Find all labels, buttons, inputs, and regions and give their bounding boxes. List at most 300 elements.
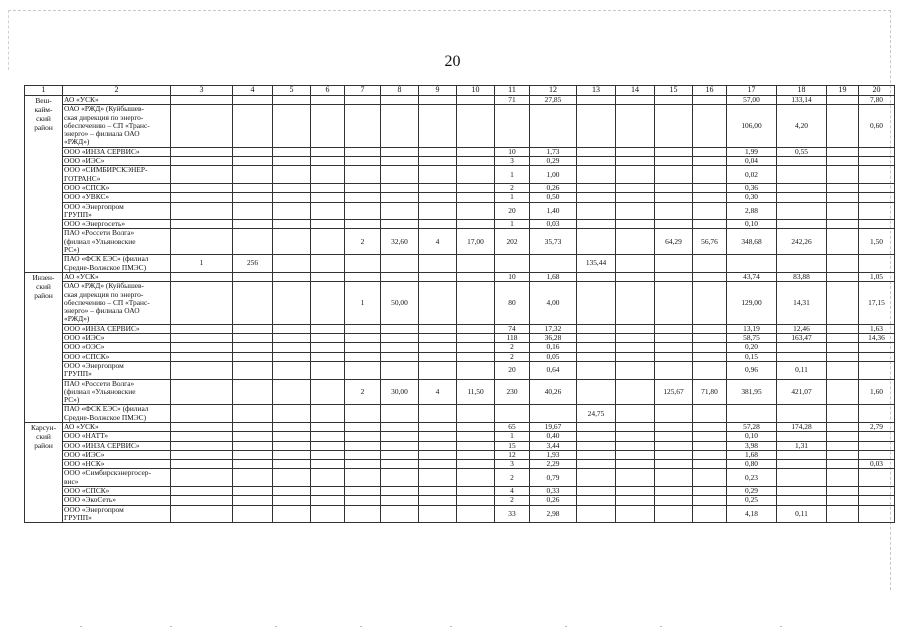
- cell-col-7: [345, 441, 381, 450]
- cell-col-12: 2,98: [530, 505, 577, 523]
- cell-col-15: [655, 496, 693, 505]
- cell-col-12: 19,67: [530, 422, 577, 431]
- cell-col-19: [827, 343, 859, 352]
- cell-col-4: [233, 469, 273, 487]
- table-row: [25, 147, 895, 156]
- cell-col-16: [693, 96, 727, 105]
- organization-name: ООО «ОЭС»: [63, 343, 171, 352]
- cell-col-12: 0,26: [530, 496, 577, 505]
- cell-col-7: [345, 496, 381, 505]
- cell-col-11: 2: [495, 469, 530, 487]
- cell-col-5: [273, 432, 311, 441]
- cell-col-7: [345, 405, 381, 423]
- cell-col-9: [419, 352, 457, 361]
- cell-col-10: [457, 220, 495, 229]
- cell-col-4: [233, 460, 273, 469]
- cell-col-16: [693, 422, 727, 431]
- cell-col-18: [777, 496, 827, 505]
- cell-col-13: [577, 460, 616, 469]
- cell-col-11: 2: [495, 496, 530, 505]
- cell-col-10: 17,00: [457, 229, 495, 255]
- cell-col-8: [381, 220, 419, 229]
- organization-name: ОАО «РЖД» (Куйбышев- ская дирекция по энерго- обеспечению – СП «Транс- энерго» – филиала ОАО «РЖД»): [63, 105, 171, 147]
- column-header: 19: [827, 86, 859, 96]
- cell-col-15: [655, 460, 693, 469]
- cell-col-7: [345, 166, 381, 184]
- cell-col-18: [777, 166, 827, 184]
- cell-col-5: [273, 157, 311, 166]
- cell-col-4: [233, 282, 273, 324]
- table-row: [25, 229, 895, 255]
- cell-col-20: [859, 405, 895, 423]
- cell-col-16: 56,76: [693, 229, 727, 255]
- column-header: 18: [777, 86, 827, 96]
- cell-col-9: [419, 166, 457, 184]
- cell-col-15: [655, 432, 693, 441]
- cell-col-8: [381, 105, 419, 147]
- cell-col-5: [273, 450, 311, 459]
- cell-col-13: [577, 282, 616, 324]
- cell-col-18: 0,55: [777, 147, 827, 156]
- cell-col-17: 381,95: [727, 379, 777, 405]
- cell-col-11: 1: [495, 432, 530, 441]
- cell-col-7: 2: [345, 379, 381, 405]
- cell-col-18: 12,46: [777, 324, 827, 333]
- cell-col-10: 11,50: [457, 379, 495, 405]
- cell-col-8: 30,00: [381, 379, 419, 405]
- cell-col-9: [419, 450, 457, 459]
- cell-col-18: 4,20: [777, 105, 827, 147]
- cell-col-7: [345, 343, 381, 352]
- cell-col-4: [233, 450, 273, 459]
- table-row: [25, 220, 895, 229]
- cell-col-7: 1: [345, 282, 381, 324]
- cell-col-11: 202: [495, 229, 530, 255]
- cell-col-5: [273, 469, 311, 487]
- cell-col-17: 57,28: [727, 422, 777, 431]
- cell-col-9: [419, 282, 457, 324]
- cell-col-8: [381, 469, 419, 487]
- cell-col-17: 0,80: [727, 460, 777, 469]
- cell-col-6: [311, 469, 345, 487]
- cell-col-5: [273, 202, 311, 220]
- cell-col-14: [616, 505, 655, 523]
- cell-col-16: [693, 183, 727, 192]
- column-header: 13: [577, 86, 616, 96]
- cell-col-17: 0,29: [727, 487, 777, 496]
- cell-col-10: [457, 505, 495, 523]
- cell-col-5: [273, 183, 311, 192]
- cell-col-10: [457, 272, 495, 281]
- cell-col-8: 50,00: [381, 282, 419, 324]
- table-row: [25, 334, 895, 343]
- cell-col-11: 15: [495, 441, 530, 450]
- cell-col-12: 0,64: [530, 361, 577, 379]
- cell-col-11: 33: [495, 505, 530, 523]
- cell-col-16: [693, 334, 727, 343]
- cell-col-14: [616, 334, 655, 343]
- cell-col-15: [655, 202, 693, 220]
- table-row: [25, 202, 895, 220]
- column-header: 6: [311, 86, 345, 96]
- cell-col-16: 71,80: [693, 379, 727, 405]
- cell-col-3: [171, 229, 233, 255]
- district-name: Инзен- ский район: [25, 272, 63, 422]
- cell-col-16: [693, 282, 727, 324]
- cell-col-3: [171, 460, 233, 469]
- organization-name: АО «УСК»: [63, 422, 171, 431]
- cell-col-8: [381, 183, 419, 192]
- cell-col-11: 1: [495, 166, 530, 184]
- cell-col-14: [616, 147, 655, 156]
- cell-col-20: [859, 183, 895, 192]
- cell-col-19: [827, 496, 859, 505]
- cell-col-5: [273, 379, 311, 405]
- table-row: [25, 255, 895, 273]
- cell-col-3: [171, 96, 233, 105]
- organization-name: ООО «СПСК»: [63, 183, 171, 192]
- table-body: [25, 86, 895, 523]
- cell-col-17: 0,25: [727, 496, 777, 505]
- cell-col-11: 1: [495, 220, 530, 229]
- cell-col-6: [311, 193, 345, 202]
- cell-col-12: 0,26: [530, 183, 577, 192]
- cell-col-11: [495, 105, 530, 147]
- cell-col-3: [171, 193, 233, 202]
- cell-col-15: 64,29: [655, 229, 693, 255]
- cell-col-15: [655, 505, 693, 523]
- cell-col-5: [273, 147, 311, 156]
- cell-col-7: [345, 432, 381, 441]
- cell-col-18: [777, 193, 827, 202]
- table-row: [25, 441, 895, 450]
- cell-col-8: [381, 147, 419, 156]
- cell-col-7: [345, 220, 381, 229]
- cell-col-6: [311, 487, 345, 496]
- cell-col-20: 0,60: [859, 105, 895, 147]
- cell-col-18: [777, 460, 827, 469]
- cell-col-15: [655, 193, 693, 202]
- cell-col-19: [827, 220, 859, 229]
- cell-col-8: [381, 255, 419, 273]
- cell-col-19: [827, 441, 859, 450]
- cell-col-17: 0,23: [727, 469, 777, 487]
- cell-col-18: [777, 352, 827, 361]
- cell-col-18: [777, 255, 827, 273]
- cell-col-6: [311, 220, 345, 229]
- cell-col-9: [419, 334, 457, 343]
- cell-col-19: [827, 352, 859, 361]
- district-name: Веш- кайм- ский район: [25, 96, 63, 273]
- cell-col-10: [457, 96, 495, 105]
- cell-col-15: [655, 272, 693, 281]
- organization-name: ООО «Энергопром ГРУПП»: [63, 361, 171, 379]
- organization-name: ООО «ИНЗА СЕРВИС»: [63, 324, 171, 333]
- cell-col-19: [827, 202, 859, 220]
- cell-col-16: [693, 361, 727, 379]
- table-row: [25, 282, 895, 324]
- cell-col-19: [827, 422, 859, 431]
- cell-col-9: [419, 183, 457, 192]
- cell-col-4: [233, 441, 273, 450]
- cell-col-3: [171, 496, 233, 505]
- cell-col-9: [419, 157, 457, 166]
- cell-col-9: [419, 505, 457, 523]
- cell-col-3: [171, 422, 233, 431]
- cell-col-3: [171, 105, 233, 147]
- cell-col-12: [530, 255, 577, 273]
- cell-col-17: 58,75: [727, 334, 777, 343]
- cell-col-10: [457, 282, 495, 324]
- cell-col-17: [727, 255, 777, 273]
- cell-col-17: 129,00: [727, 282, 777, 324]
- table-row: [25, 422, 895, 431]
- cell-col-16: [693, 352, 727, 361]
- cell-col-10: [457, 255, 495, 273]
- cell-col-20: [859, 487, 895, 496]
- cell-col-14: [616, 324, 655, 333]
- cell-col-8: [381, 96, 419, 105]
- cell-col-15: 125,67: [655, 379, 693, 405]
- cell-col-4: [233, 324, 273, 333]
- cell-col-10: [457, 460, 495, 469]
- cell-col-3: [171, 441, 233, 450]
- column-header: 3: [171, 86, 233, 96]
- cell-col-6: [311, 505, 345, 523]
- cell-col-4: [233, 405, 273, 423]
- cell-col-20: [859, 361, 895, 379]
- cell-col-17: 0,02: [727, 166, 777, 184]
- cell-col-5: [273, 96, 311, 105]
- cell-col-3: [171, 324, 233, 333]
- cell-col-13: [577, 352, 616, 361]
- cell-col-15: [655, 183, 693, 192]
- table-row: [25, 105, 895, 147]
- cell-col-14: [616, 202, 655, 220]
- cell-col-5: [273, 343, 311, 352]
- cell-col-13: [577, 487, 616, 496]
- cell-col-3: [171, 379, 233, 405]
- cell-col-20: [859, 496, 895, 505]
- cell-col-19: [827, 432, 859, 441]
- cell-col-13: [577, 441, 616, 450]
- cell-col-17: 1,99: [727, 147, 777, 156]
- cell-col-7: [345, 202, 381, 220]
- cell-col-16: [693, 405, 727, 423]
- cell-col-13: [577, 157, 616, 166]
- cell-col-12: 1,00: [530, 166, 577, 184]
- cell-col-20: [859, 450, 895, 459]
- cell-col-18: [777, 202, 827, 220]
- cell-col-18: [777, 405, 827, 423]
- cell-col-6: [311, 361, 345, 379]
- cell-col-13: [577, 324, 616, 333]
- cell-col-12: 36,28: [530, 334, 577, 343]
- cell-col-16: [693, 202, 727, 220]
- cell-col-12: 27,85: [530, 96, 577, 105]
- cell-col-19: [827, 255, 859, 273]
- column-header: 17: [727, 86, 777, 96]
- cell-col-3: [171, 183, 233, 192]
- cell-col-6: [311, 272, 345, 281]
- cell-col-4: [233, 193, 273, 202]
- cell-col-12: 2,29: [530, 460, 577, 469]
- cell-col-13: [577, 229, 616, 255]
- cell-col-16: [693, 147, 727, 156]
- cell-col-9: [419, 460, 457, 469]
- cell-col-10: [457, 450, 495, 459]
- organization-name: ООО «Симбирскэнергосер- вис»: [63, 469, 171, 487]
- cell-col-17: 0,96: [727, 361, 777, 379]
- cell-col-12: 0,16: [530, 343, 577, 352]
- cell-col-9: [419, 487, 457, 496]
- organization-name: ООО «ИНЗА СЕРВИС»: [63, 441, 171, 450]
- cell-col-17: 1,68: [727, 450, 777, 459]
- table-row: [25, 343, 895, 352]
- cell-col-10: [457, 202, 495, 220]
- table-row: [25, 469, 895, 487]
- cell-col-4: [233, 343, 273, 352]
- cell-col-8: [381, 352, 419, 361]
- column-header: 1: [25, 86, 63, 96]
- cell-col-18: 421,07: [777, 379, 827, 405]
- cell-col-6: [311, 166, 345, 184]
- cell-col-7: [345, 255, 381, 273]
- cell-col-5: [273, 352, 311, 361]
- cell-col-20: [859, 352, 895, 361]
- cell-col-13: [577, 193, 616, 202]
- cell-col-19: [827, 229, 859, 255]
- cell-col-20: [859, 505, 895, 523]
- cell-col-7: [345, 352, 381, 361]
- cell-col-8: 32,60: [381, 229, 419, 255]
- cell-col-17: 0,30: [727, 193, 777, 202]
- cell-col-13: [577, 450, 616, 459]
- cell-col-11: 20: [495, 202, 530, 220]
- cell-col-8: [381, 334, 419, 343]
- cell-col-10: [457, 343, 495, 352]
- table-row: [25, 505, 895, 523]
- cell-col-10: [457, 432, 495, 441]
- cell-col-11: 74: [495, 324, 530, 333]
- cell-col-6: [311, 157, 345, 166]
- cell-col-14: [616, 379, 655, 405]
- cell-col-3: [171, 352, 233, 361]
- cell-col-11: 1: [495, 193, 530, 202]
- column-header: 16: [693, 86, 727, 96]
- table-row: [25, 405, 895, 423]
- cell-col-13: [577, 422, 616, 431]
- cell-col-17: 0,10: [727, 220, 777, 229]
- cell-col-10: [457, 487, 495, 496]
- cell-col-6: [311, 229, 345, 255]
- cell-col-12: 17,32: [530, 324, 577, 333]
- cell-col-14: [616, 343, 655, 352]
- cell-col-18: 242,26: [777, 229, 827, 255]
- cell-col-10: [457, 405, 495, 423]
- organization-name: ОАО «РЖД» (Куйбышев- ская дирекция по энерго- обеспечению – СП «Транс- энерго» – филиала ОАО «РЖД»): [63, 282, 171, 324]
- cell-col-4: [233, 334, 273, 343]
- cell-col-4: [233, 105, 273, 147]
- cell-col-17: [727, 405, 777, 423]
- cell-col-10: [457, 324, 495, 333]
- cell-col-18: 174,28: [777, 422, 827, 431]
- cell-col-16: [693, 450, 727, 459]
- cell-col-16: [693, 193, 727, 202]
- cell-col-3: [171, 432, 233, 441]
- table-row: [25, 96, 895, 105]
- cell-col-16: [693, 441, 727, 450]
- cell-col-6: [311, 352, 345, 361]
- cell-col-5: [273, 255, 311, 273]
- cell-col-6: [311, 255, 345, 273]
- cell-col-15: [655, 405, 693, 423]
- cell-col-12: 35,73: [530, 229, 577, 255]
- cell-col-12: 0,05: [530, 352, 577, 361]
- cell-col-9: [419, 147, 457, 156]
- cell-col-16: [693, 105, 727, 147]
- cell-col-14: [616, 272, 655, 281]
- cell-col-15: [655, 157, 693, 166]
- cell-col-3: [171, 282, 233, 324]
- cell-col-6: [311, 405, 345, 423]
- cell-col-20: 1,50: [859, 229, 895, 255]
- cell-col-11: 10: [495, 272, 530, 281]
- cell-col-7: [345, 361, 381, 379]
- cell-col-10: [457, 183, 495, 192]
- cell-col-7: [345, 147, 381, 156]
- cell-col-6: [311, 105, 345, 147]
- cell-col-20: [859, 343, 895, 352]
- cell-col-13: [577, 343, 616, 352]
- cell-col-19: [827, 487, 859, 496]
- cell-col-5: [273, 229, 311, 255]
- cell-col-16: [693, 487, 727, 496]
- cell-col-15: [655, 282, 693, 324]
- cell-col-18: [777, 469, 827, 487]
- cell-col-14: [616, 432, 655, 441]
- cell-col-18: [777, 432, 827, 441]
- cell-col-4: [233, 183, 273, 192]
- cell-col-9: [419, 324, 457, 333]
- cell-col-11: [495, 405, 530, 423]
- cell-col-16: [693, 272, 727, 281]
- cell-col-19: [827, 193, 859, 202]
- cell-col-7: [345, 450, 381, 459]
- cell-col-4: [233, 432, 273, 441]
- cell-col-10: [457, 334, 495, 343]
- cell-col-7: [345, 272, 381, 281]
- cell-col-10: [457, 352, 495, 361]
- table-row: [25, 352, 895, 361]
- organization-name: ООО «Энергопром ГРУПП»: [63, 505, 171, 523]
- cell-col-20: [859, 255, 895, 273]
- cell-col-7: [345, 193, 381, 202]
- cell-col-11: 2: [495, 183, 530, 192]
- column-header: 8: [381, 86, 419, 96]
- cell-col-20: [859, 147, 895, 156]
- cell-col-5: [273, 282, 311, 324]
- cell-col-8: [381, 343, 419, 352]
- cell-col-13: [577, 202, 616, 220]
- cell-col-5: [273, 422, 311, 431]
- column-header: 9: [419, 86, 457, 96]
- column-header: 7: [345, 86, 381, 96]
- cell-col-17: 13,19: [727, 324, 777, 333]
- cell-col-20: [859, 202, 895, 220]
- cell-col-11: 12: [495, 450, 530, 459]
- cell-col-14: [616, 157, 655, 166]
